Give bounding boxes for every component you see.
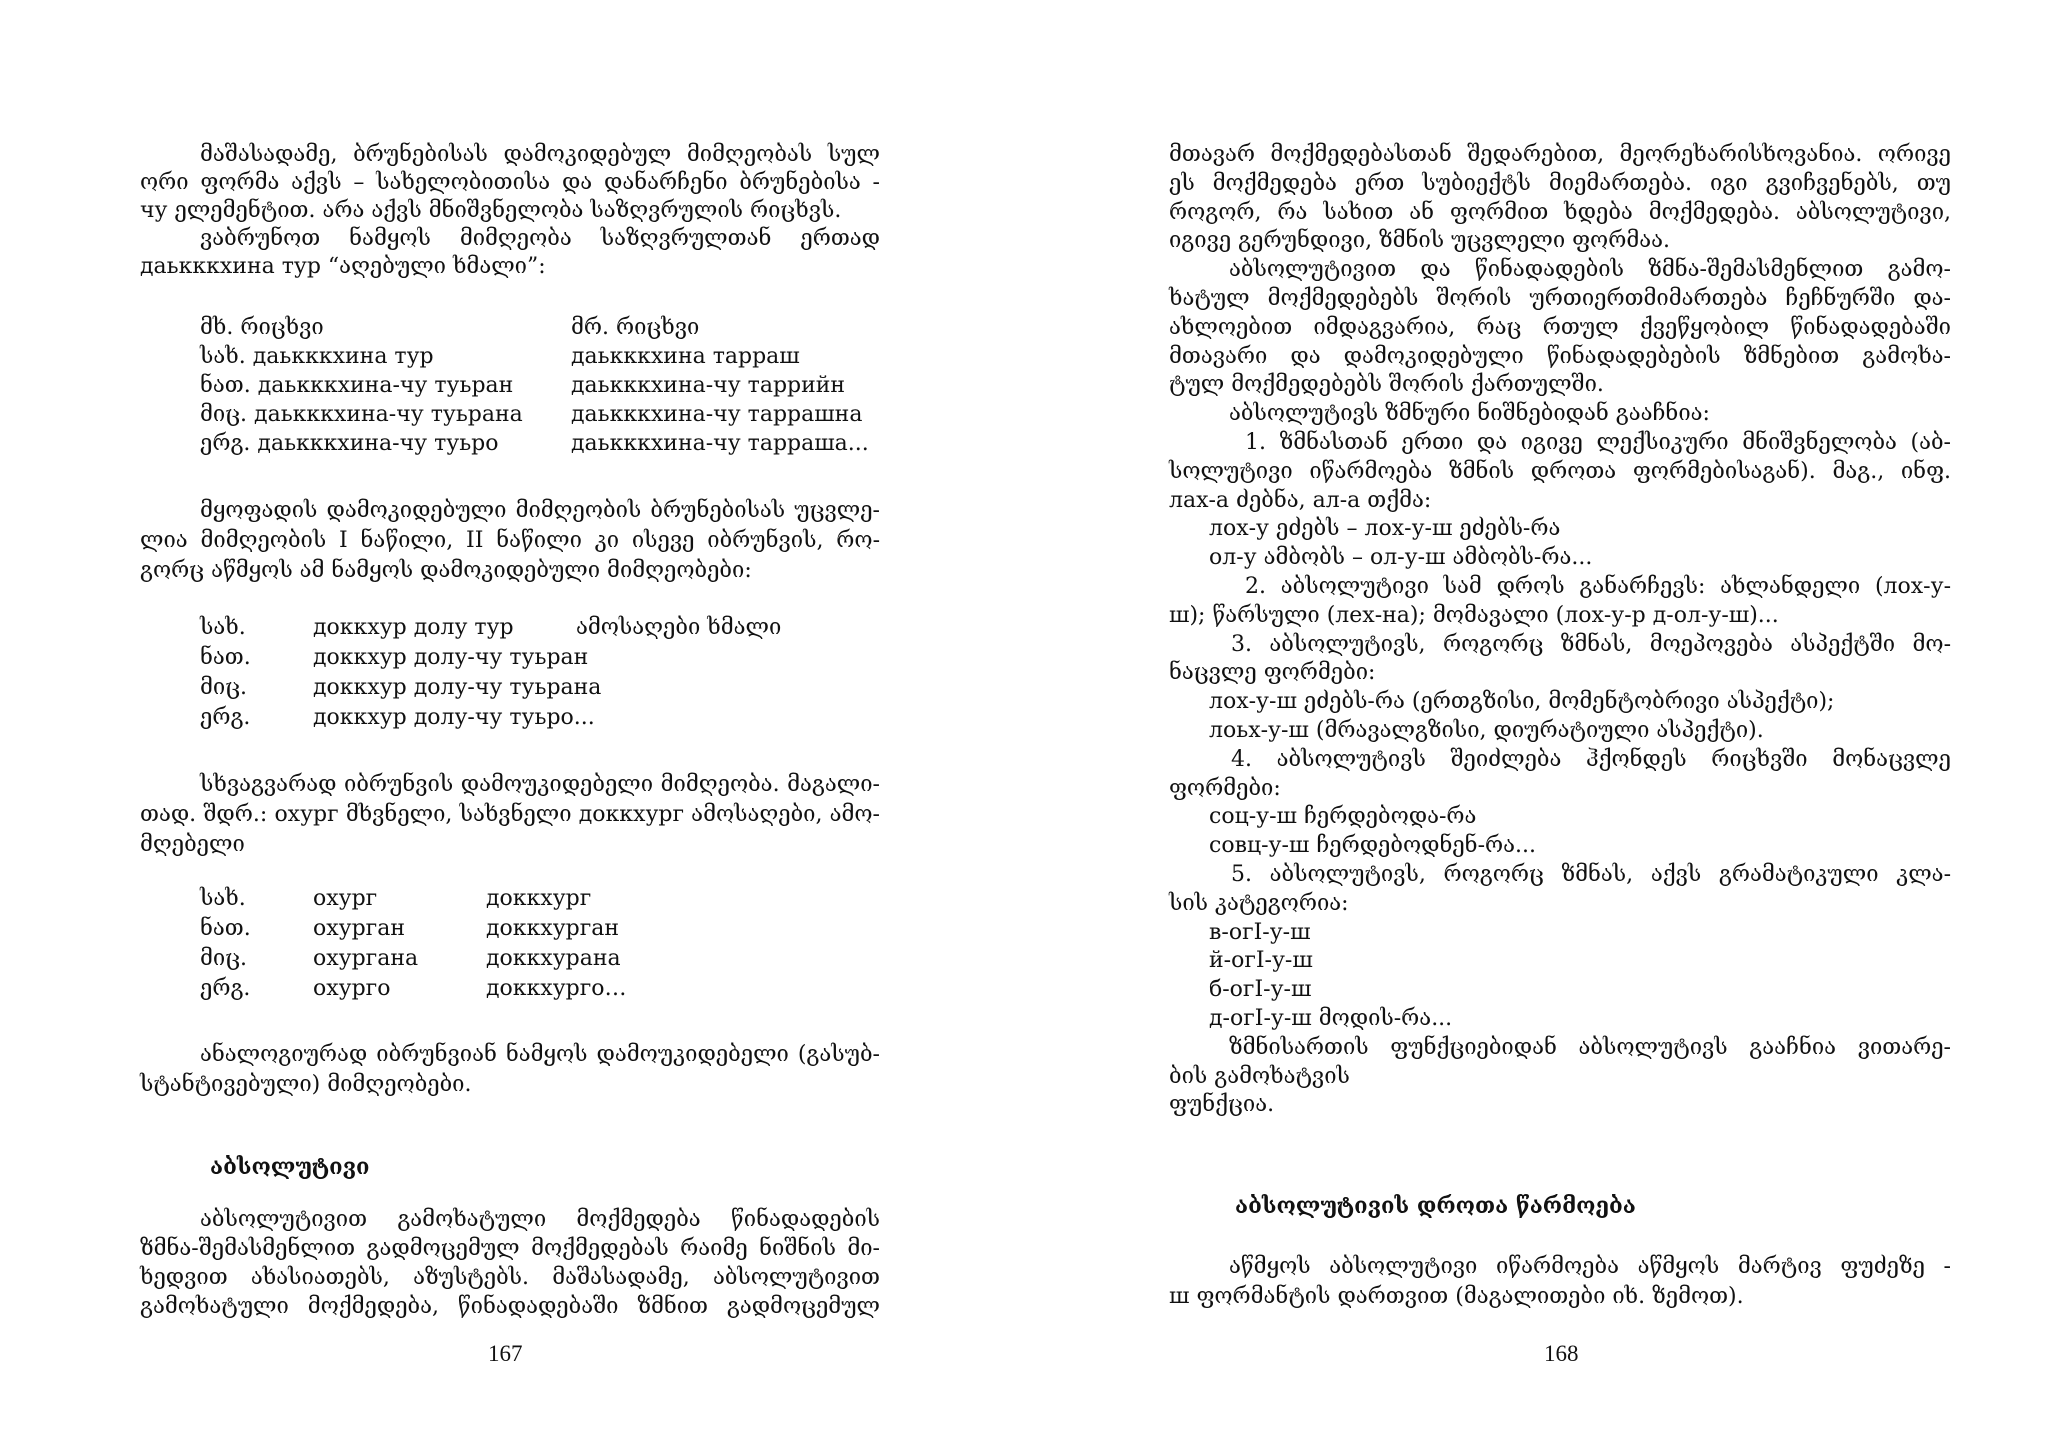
table-cell: даькккхина тарраш	[571, 344, 800, 369]
right-page	[1024, 0, 2048, 1447]
table-cell: охурго	[313, 976, 391, 1001]
text-line: თად. შდრ.: охург მხვნელი, სახვნელი доккхург ამოსაღები, ამო-	[140, 802, 880, 827]
table-cell: ნათ.	[200, 645, 251, 670]
text-line: 4. აბსოლუტივს შეიძლება ჰქონდეს რიცხვში მონაცვლე	[1231, 747, 1951, 772]
text-line: ш ფორმანტის დართვით (მაგალითები იხ. ზემოთ).	[1169, 1284, 1744, 1309]
text-line: იგივე გერუნდივი, ზმნის უცვლელი ფორმაა.	[1169, 228, 1670, 253]
text-line: გამოხატული მოქმედება, წინადადებაში ზმნით გადმოცემულ	[140, 1294, 880, 1319]
table-cell: даькккхина-чу таррийн	[571, 373, 846, 398]
table-cell: მიც. даькккхина-чу туьрана	[200, 402, 523, 427]
table-cell: доккхур долу-чу туьро...	[313, 705, 595, 730]
table-cell: მიც.	[200, 675, 248, 700]
text-line: совц-у-ш ჩერდებოდნენ-რა...	[1209, 833, 1537, 858]
text-line: соц-у-ш ჩერდებოდა-რა	[1209, 804, 1477, 829]
table-cell: охурган	[313, 916, 405, 941]
text-line: 5. აბსოლუტივს, როგორც ზმნას, აქვს გრამატიკული კლა-	[1231, 862, 1951, 887]
text-line: 2. აბსოლუტივი სამ დროს განარჩევს: ახლანდელი (лох-у-	[1245, 574, 1951, 599]
table-cell: доккхург	[486, 886, 592, 911]
text-line: ბის გამოხატვის	[1169, 1064, 1350, 1089]
table-cell: доккхур долу-чу туьран	[313, 645, 589, 670]
text-line: სხვაგვარად იბრუნვის დამოუკიდებელი მიმღეობა. მაგალი-	[200, 772, 880, 797]
text-line: მთავარ მოქმედებასთან შედარებით, მეორეხარისხოვანია. ორივე	[1169, 142, 1951, 167]
text-line: აბსოლუტივით გამოხატული მოქმედება წინადადების	[200, 1207, 880, 1232]
text-line: სტანტივებული) მიმღეობები.	[140, 1072, 472, 1097]
table-cell: доккхур долу-чу туьрана	[313, 675, 602, 700]
text-line: лох-у ეძებს – лох-у-ш ეძებს-რა	[1209, 516, 1561, 541]
text-line: й-огI-у-ш	[1209, 948, 1313, 973]
text-line: ол-у ამბობს – ол-у-ш ამბობს-რა...	[1209, 545, 1593, 570]
table-cell: доккхур долу тур	[313, 615, 514, 640]
table-cell: ნათ.	[200, 916, 251, 941]
text-line: აბსოლუტივით და წინადადების ზმნა-შემასმენლით გამო-	[1229, 257, 1951, 282]
text-line: чу ელემენტით. არა აქვს მნიშვნელობა საზღვრულის რიცხვს.	[140, 198, 842, 223]
text-line: მაშასადამე, ბრუნებისას დამოკიდებულ მიმღეობას სულ	[200, 142, 880, 167]
text-line: მღებელი	[140, 832, 245, 857]
text-line: ნაცვლე ფორმები:	[1169, 660, 1376, 685]
page-number: 167	[488, 1341, 523, 1366]
table-cell: სახ.	[200, 886, 246, 911]
text-line: სის კატეგორია:	[1169, 891, 1349, 916]
table-cell: ერგ.	[200, 976, 251, 1001]
text-line: ფორმები:	[1169, 776, 1281, 801]
text-line: ეს მოქმედება ერთ სუბიექტს მიემართება. იგი გვიჩვენებს, თუ	[1169, 171, 1951, 196]
text-line: გორც აწმყოს ამ ნამყოს დამოკიდებული მიმღეობები:	[140, 558, 752, 583]
text-line: აწმყოს აბსოლუტივი იწარმოება აწმყოს მარტივ ფუძეზე -	[1229, 1254, 1951, 1279]
text-line: лох-у-ш ეძებს-რა (ერთგზისი, მომენტობრივი ასპექტი);	[1209, 689, 1835, 714]
text-line: в-огI-у-ш	[1209, 920, 1311, 945]
table-cell: ნათ. даькккхина-чу туьран	[200, 373, 514, 398]
text-line: ლია მიმღეობის I ნაწილი, II ნაწილი კი ისევე იბრუნვის, რო-	[140, 528, 880, 553]
text-line: б-огI-у-ш	[1209, 977, 1312, 1002]
table-cell: სახ. даькккхина тур	[200, 344, 434, 369]
text-line: მყოფადის დამოკიდებული მიმღეობის ბრუნებისას უცვლე-	[200, 498, 880, 523]
text-line: ზმნა-შემასმენლით გადმოცემულ მოქმედებას რაიმე ნიშნის მი-	[140, 1236, 880, 1261]
text-line: მთავარი და დამოკიდებული წინადადებების ზმნებით გამოხა-	[1169, 344, 1951, 369]
table-cell: даькккхина-чу таррашна	[571, 402, 863, 427]
text-line: ვაბრუნოთ ნამყოს მიმღეობა საზღვრულთან ერთად	[200, 226, 880, 251]
text-line: ხედვით ახასიათებს, აზუსტებს. მაშასადამე, აბსოლუტივით	[140, 1265, 880, 1290]
table-cell: даькккхина-чу тарраша...	[571, 431, 869, 456]
page-number: 168	[1544, 1341, 1579, 1366]
section-heading: აბსოლუტივის დროთა წარმოება	[1235, 1193, 1636, 1219]
text-line: როგორ, რა სახით ან ფორმით ხდება მოქმედება. აბსოლუტივი,	[1169, 200, 1951, 225]
table-cell: охургана	[313, 946, 419, 971]
text-line: лоьх-у-ш (მრავალგზისი, დიურატიული ასპექტი).	[1209, 718, 1764, 743]
text-line: ხატულ მოქმედებებს შორის ურთიერთმიმართება ჩეჩნურში და-	[1169, 286, 1951, 311]
table-cell: доккхурана	[486, 946, 621, 971]
table-cell: ამოსაღები ხმალი	[576, 615, 782, 640]
text-line: 1. ზმნასთან ერთი და იგივე ლექსიკური მნიშვნელობა (აბ-	[1245, 430, 1951, 455]
text-line: дaькккхина тур “აღებული ხმალი”:	[140, 254, 546, 279]
text-line: 3. აბსოლუტივს, როგორც ზმნას, მოეპოვება ასპექტში მო-	[1231, 632, 1951, 657]
text-line: лах-а ძებნა, ал-а თქმა:	[1169, 488, 1432, 513]
text-line: ანალოგიურად იბრუნვიან ნამყოს დამოუკიდებელი (გასუბ-	[200, 1042, 880, 1067]
text-line: ტულ მოქმედებებს შორის ქართულში.	[1169, 372, 1604, 397]
text-line: აბსოლუტივს ზმნური ნიშნებიდან გააჩნია:	[1229, 401, 1710, 426]
text-line: სოლუტივი იწარმოება ზმნის დროთა ფორმებისაგან). მაგ., ინფ.	[1169, 459, 1951, 484]
table-cell: მიც.	[200, 946, 248, 971]
text-line: ფუნქცია.	[1169, 1092, 1275, 1117]
table-cell: ერგ. даькккхина-чу туьро	[200, 431, 499, 456]
table-cell: სახ.	[200, 615, 246, 640]
text-line: ш); წარსული (лех-на); მომავალი (лох-у-р д-ол-у-ш)...	[1169, 603, 1779, 628]
text-line: д-огI-у-ш მოდის-რა...	[1209, 1006, 1453, 1031]
text-line: ახლოებით იმდაგვარია, რაც რთულ ქვეწყობილ წინადადებაში	[1169, 315, 1951, 340]
table-header-singular: მხ. რიცხვი	[200, 315, 324, 340]
text-line: ზმნისართის ფუნქციებიდან აბსოლუტივს გააჩნია ვითარე-	[1229, 1035, 1951, 1060]
table-cell: ერგ.	[200, 705, 251, 730]
table-cell: доккхурган	[486, 916, 620, 941]
section-heading: აბსოლუტივი	[210, 1154, 370, 1180]
table-cell: охург	[313, 886, 378, 911]
text-line: ორი ფორმა აქვს – სახელობითისა და დანარჩენი ბრუნებისა -	[140, 170, 880, 195]
table-header-plural: მრ. რიცხვი	[571, 315, 700, 340]
table-cell: доккхурго…	[486, 976, 627, 1001]
